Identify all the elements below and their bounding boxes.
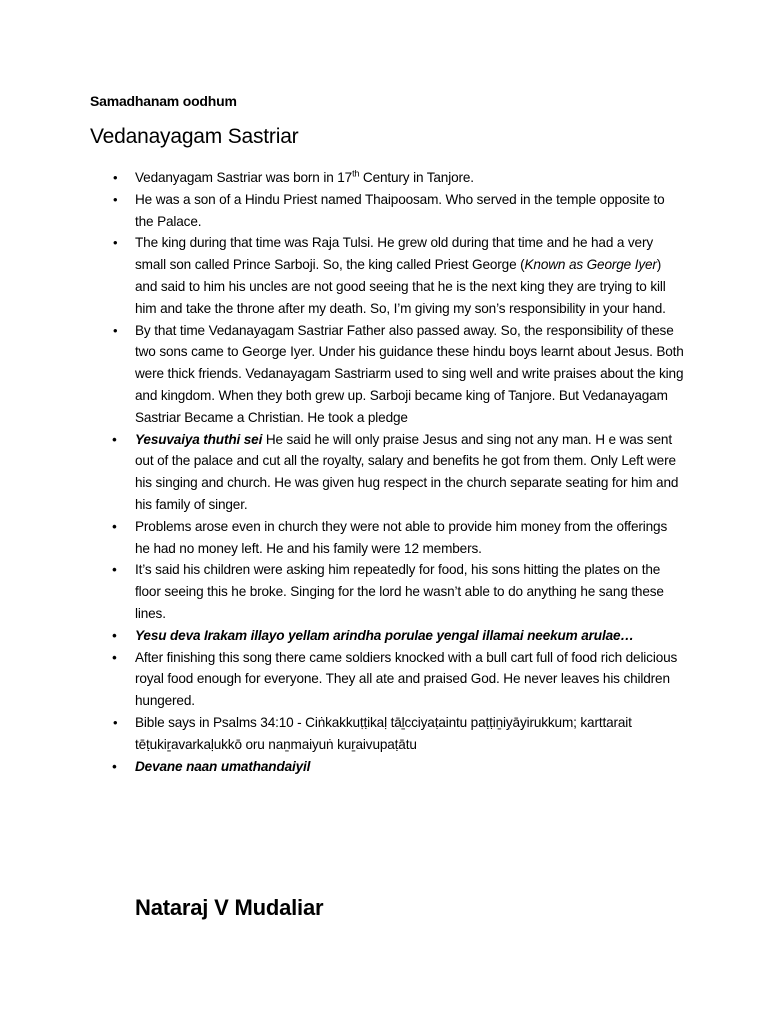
document-kicker: Samadhanam oodhum [90,93,237,109]
bullet-icon: • [113,170,118,185]
bullet-icon: • [112,431,117,447]
section-heading: Nataraj V Mudaliar [135,895,324,920]
list-item: • Bible says in Psalms 34:10 - Ciṅkakkuṭṭikaḷ tāḻcciyaṭaintu paṭṭiṉiyāyirukkum; karttarait tēṭukiṟavarkaḷukkō oru naṉmaiyuṅ kuṟaivupaṭātu [135,712,685,756]
bullet-icon: • [112,758,117,774]
bullet-icon: • [112,562,117,578]
list-item: • After finishing this song there came soldiers knocked with a bull cart full of food rich delicious royal food enough for everyone. They all ate and praised God. He never leaves his children hungered. [135,647,685,712]
list-item: • It’s said his children were asking him repeatedly for food, his sons hitting the plates on the floor seeing this he broke. Singing for the lord he wasn’t able to do anything he sang these lines. [135,559,685,624]
bullet-icon: • [112,518,117,534]
section-title: Vedanayagam Sastriar [90,125,299,148]
bullet-icon: • [113,235,118,251]
list-item: • Devane naan umathandaiyil [135,756,685,778]
bullet-icon: • [113,322,118,338]
bullet-icon: • [113,191,118,207]
list-item: • He was a son of a Hindu Priest named Thaipoosam. Who served in the temple opposite to the Palace. [135,189,685,233]
list-item: • Yesuvaiya thuthi sei He said he will only praise Jesus and sing not any man. H e was sent out of the palace and cut all the royalty, salary and benefits he got from them. Only Left were his singing and church. He was given hug respect in the church separate seating for him and his family of singer. [135,429,685,516]
list-item: • By that time Vedanayagam Sastriar Father also passed away. So, the responsibility of these two sons came to George Iyer. Under his guidance these hindu boys learnt about Jesus. Both were thick friends. Vedanayagam Sastriarm used to sing well and write praises about the king and kingdom. When they both grew up. Sarboji became king of Tanjore. But Vedanayagam Sastriar Became a Christian. He took a pledge [135,320,685,429]
bullet-icon: • [113,714,118,730]
bullet-list [112,167,685,777]
bullet-icon: • [112,627,117,643]
list-item: • Yesu deva Irakam illayo yellam arindha porulae yengal illamai neekum arulae… [135,625,685,647]
bullet-icon: • [112,649,117,665]
list-item: • Problems arose even in church they were not able to provide him money from the offerings he had no money left. He and his family were 12 members. [135,516,685,560]
list-item: • Vedanyagam Sastriar was born in 17th Century in Tanjore. [135,167,685,189]
list-item: • The king during that time was Raja Tulsi. He grew old during that time and he had a very small son called Prince Sarboji. So, the king called Priest George (Known as George Iyer) and said to him his uncles are not good seeing that he is the next king they are trying to kill him and take the throne after my death. So, I’m giving my son’s responsibility in your hand. [135,232,685,319]
